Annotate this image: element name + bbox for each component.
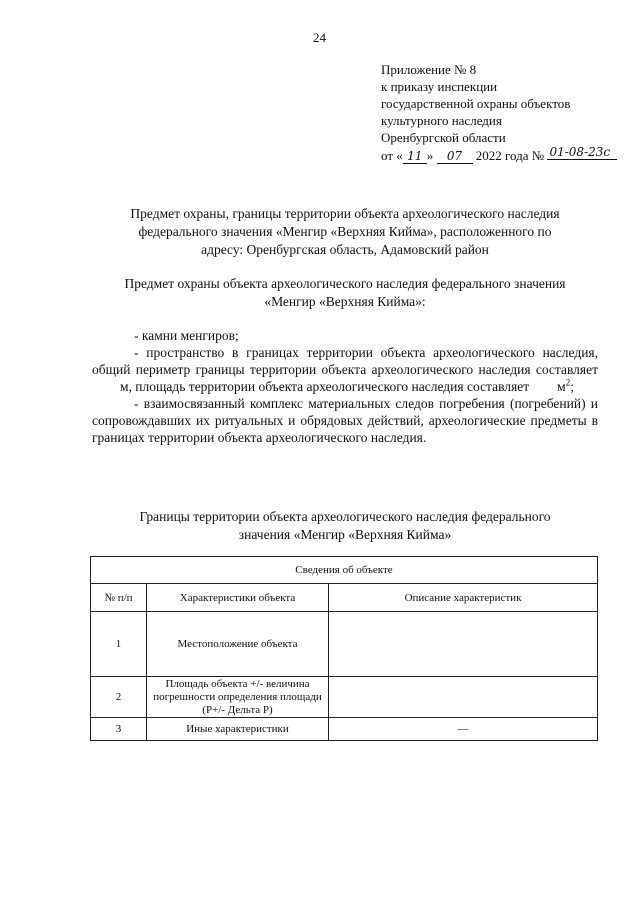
item-text: м, площадь территории объекта археологического наследия составляет [120, 379, 530, 394]
annex-line: к приказу инспекции [381, 79, 498, 94]
annex-line: Оренбургской области [381, 130, 506, 145]
date-year: 2022 года № [475, 148, 545, 163]
table-row [91, 612, 598, 677]
row-description [329, 677, 598, 718]
title-line: Предмет охраны, границы территории объекта археологического наследия [130, 206, 560, 221]
handwritten-doc-number: 01-08-23с [547, 146, 617, 160]
heading-line: Границы территории объекта археологического наследия федерального [139, 509, 551, 524]
annex-header [381, 61, 617, 164]
row-characteristic: Площадь объекта +/- величина погрешности определения площади (Р+/- Дельта Р) [147, 677, 329, 718]
annex-line: культурного наследия [381, 113, 502, 128]
title-line: федерального значения «Менгир «Верхняя Кийма», расположенного по [138, 224, 552, 239]
item-text: - пространство в границах территории объекта археологического наследия, общий периметр границы территории объекта археологического наследия составляет [92, 345, 598, 377]
column-header: Характеристики объекта [147, 584, 329, 612]
row-description: — [329, 718, 598, 741]
list-item: - камни менгиров; [134, 328, 239, 343]
date-mid: » [426, 148, 434, 163]
handwritten-day: 11 [403, 150, 427, 164]
subject-heading [90, 275, 600, 311]
document-title [90, 205, 600, 259]
row-number: 3 [91, 718, 147, 741]
annex-date-line [381, 146, 617, 164]
borders-heading [90, 508, 600, 544]
heading-line: «Менгир «Верхняя Кийма»: [264, 294, 426, 309]
heading-line: Предмет охраны объекта археологического наследия федерального значения [124, 276, 566, 291]
annex-title: Приложение № 8 [381, 62, 477, 77]
list-item: - взаимосвязанный комплекс материальных следов погребения (погребений) и сопровождавших их ритуальных и обрядовых действий, археологические предметы в границах территории объекта археологического наследия. [92, 396, 598, 445]
item-unit-sup: 2 [565, 377, 571, 388]
page-number: 24 [313, 30, 326, 45]
handwritten-month: 07 [437, 150, 473, 164]
heading-line: значения «Менгир «Верхняя Кийма» [238, 527, 452, 542]
table-header-row [91, 584, 598, 612]
item-text: ; [570, 379, 574, 394]
date-prefix: от « [381, 148, 403, 163]
protection-subject-list [92, 327, 598, 446]
table-row [91, 718, 598, 741]
row-characteristic: Иные характеристики [147, 718, 329, 741]
row-description [329, 612, 598, 677]
row-characteristic: Местоположение объекта [147, 612, 329, 677]
column-header: Описание характеристик [329, 584, 598, 612]
row-number: 1 [91, 612, 147, 677]
annex-line: государственной охраны объектов [381, 96, 571, 111]
title-line: адресу: Оренбургская область, Адамовский район [201, 242, 489, 257]
item-unit: м [557, 379, 566, 394]
row-number: 2 [91, 677, 147, 718]
table-caption: Сведения об объекте [91, 557, 598, 584]
table-row [91, 677, 598, 718]
object-info-table [90, 556, 598, 741]
column-header: № п/п [91, 584, 147, 612]
list-item [92, 344, 598, 395]
